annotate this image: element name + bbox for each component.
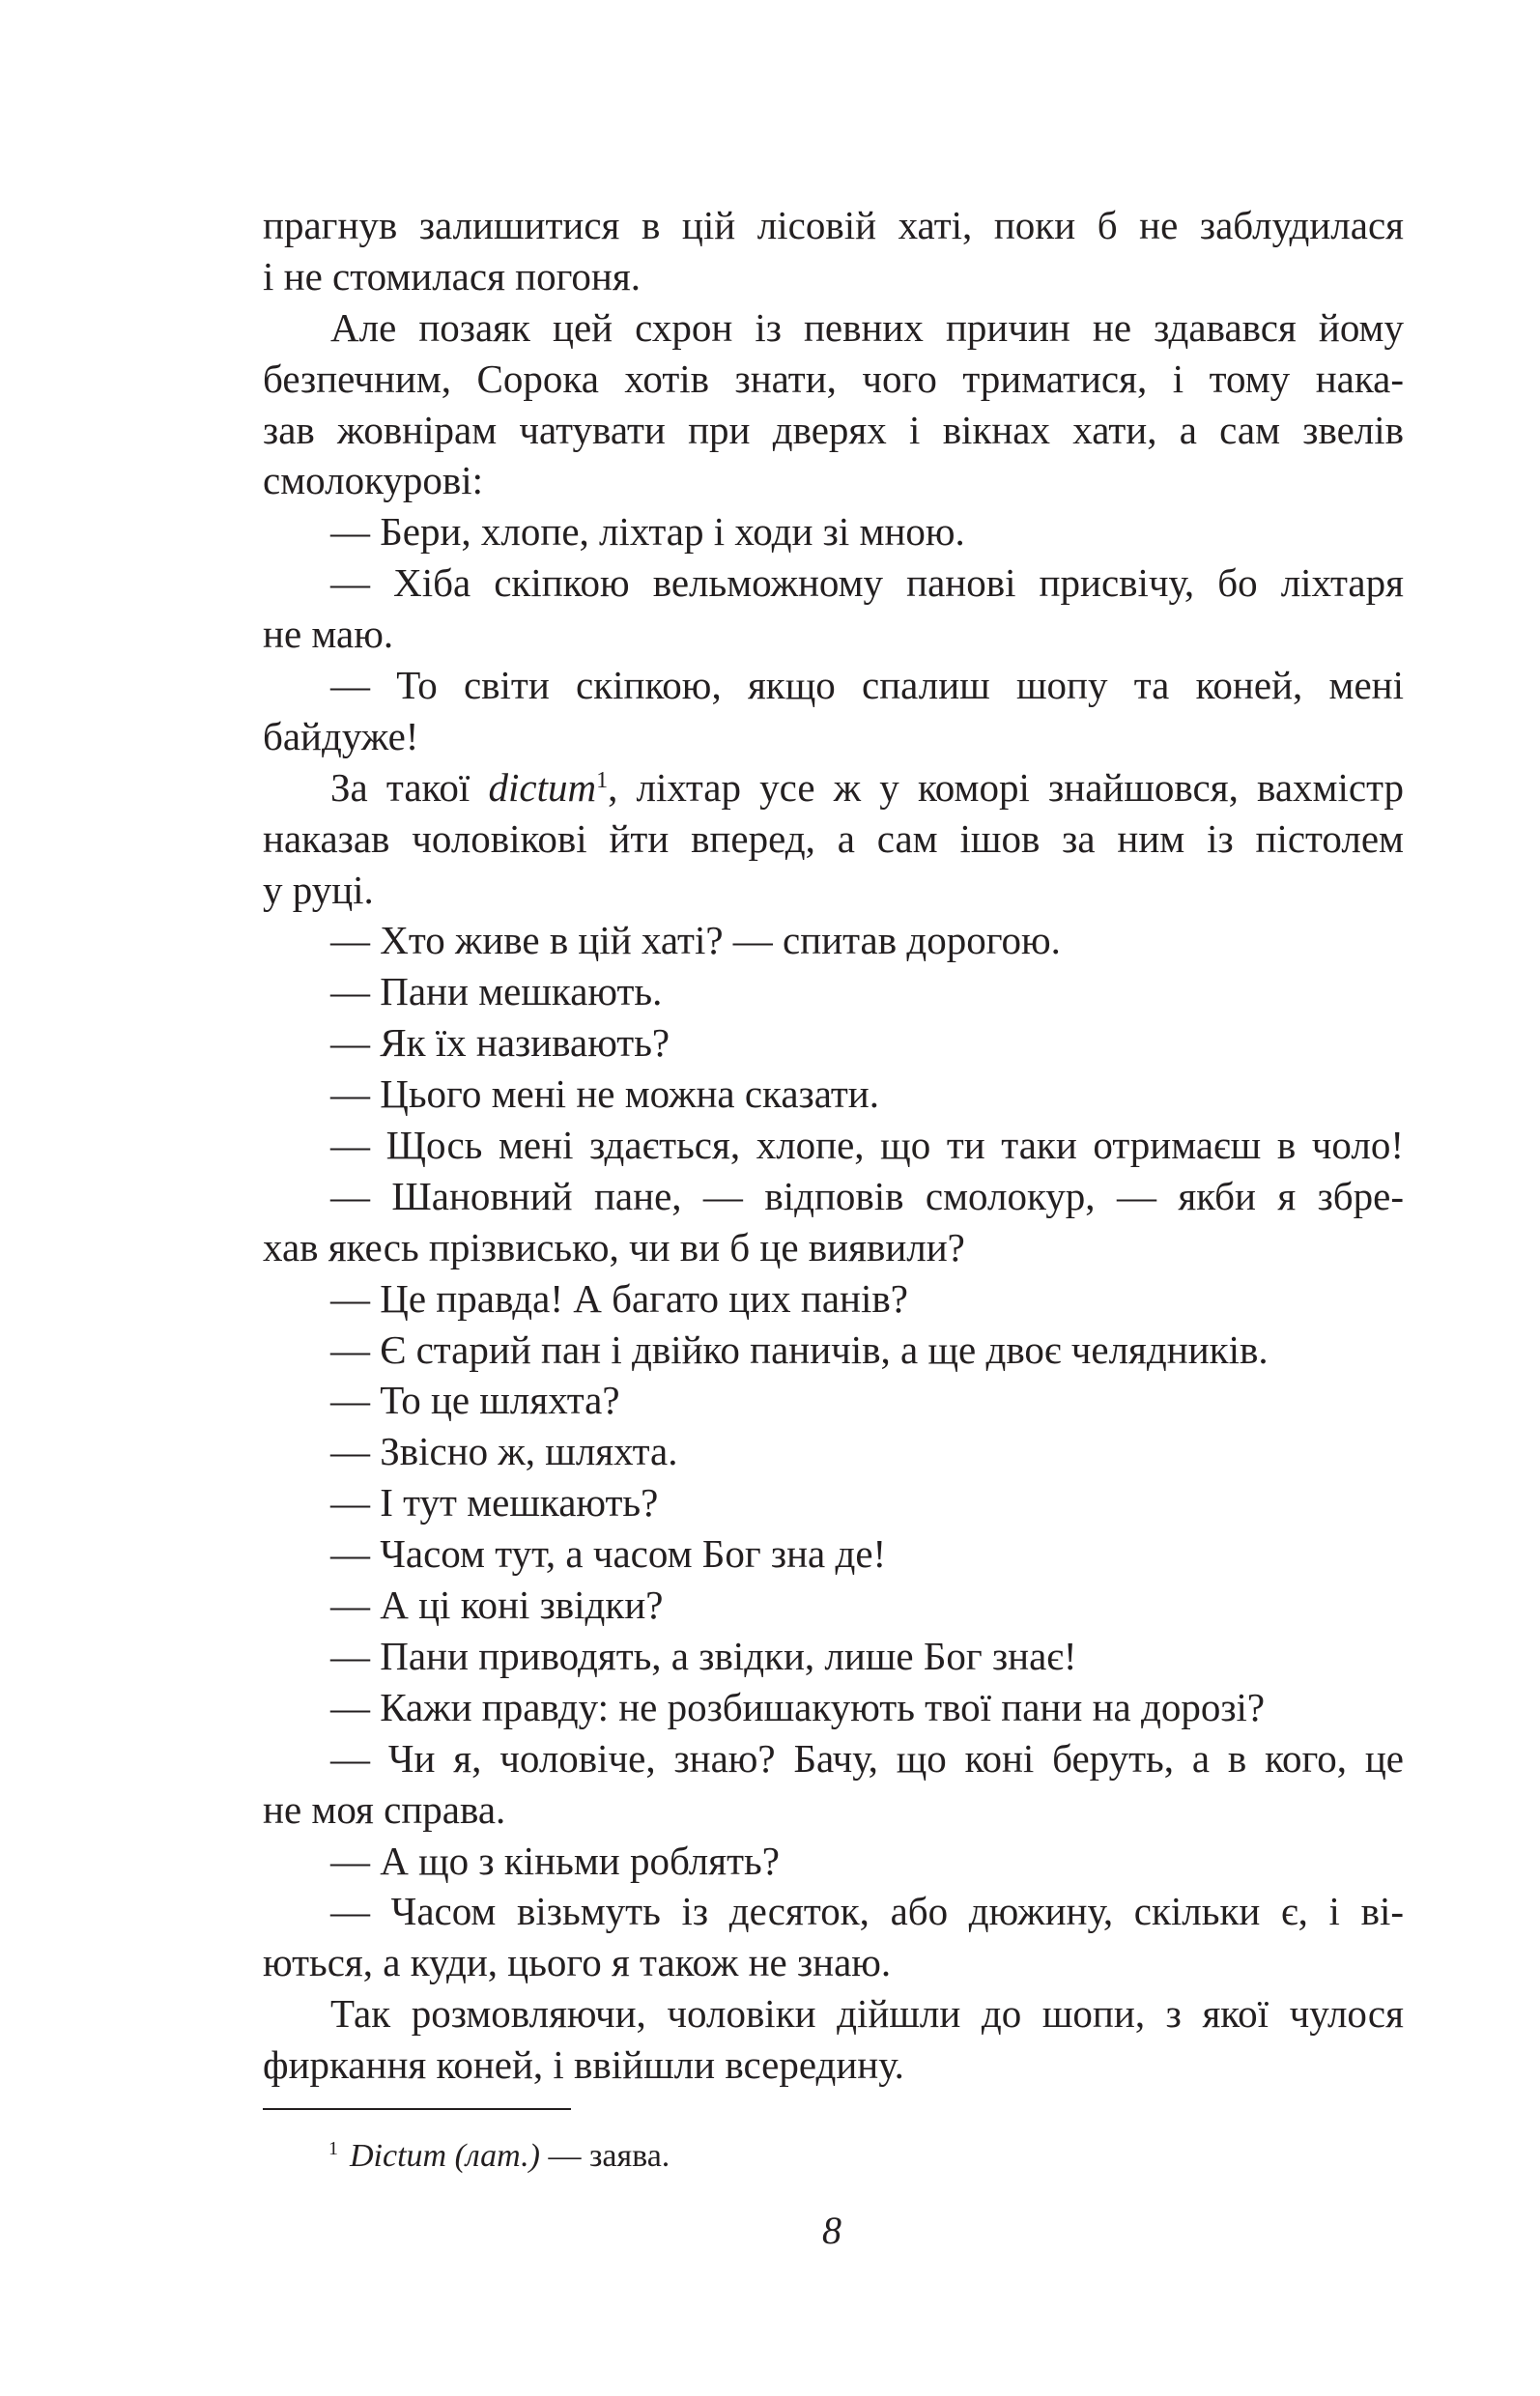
text-line: — Кажи правду: не розбишакують твої пани на дорозі?	[330, 1684, 1266, 1729]
footnote-text: — заява.	[539, 2138, 670, 2174]
text-line: байдуже!	[263, 713, 419, 758]
text-line: — І тут мешкають?	[330, 1480, 659, 1526]
text-line: у руці.	[263, 867, 374, 912]
italic-term: dictum	[488, 764, 597, 810]
footnote-term: Dictum	[350, 2138, 447, 2174]
text-line: наказав чоловікові йти вперед, а сам ішов за ним із пістолем	[263, 815, 1404, 861]
text-line: фиркання коней, і ввійшли всередину.	[263, 2042, 904, 2088]
footnote-number: 1	[328, 2138, 338, 2159]
text-line: смолокурові:	[263, 458, 484, 503]
text-line: зав жовнірам чатувати при дверях і вікнах хати, а сам звелів	[263, 407, 1404, 452]
text-line: — Хто живе в цій хаті? — спитав дорогою.	[330, 918, 1061, 963]
footnote-ref[interactable]: 1	[596, 767, 609, 793]
text-line: — Часом візьмуть із десяток, або дюжину, скільки є, і ві-	[330, 1889, 1404, 1934]
text-line: — Шановний пане, — відповів смолокур, — якби я збре-	[330, 1173, 1404, 1218]
page-number: 8	[822, 2209, 841, 2252]
text-line: не моя справа.	[263, 1786, 506, 1832]
text-line: Але позаяк цей схрон із певних причин не здавався йому	[330, 304, 1404, 350]
text-line: — Щось мені здається, хлопе, що ти таки отримаєш в чоло!	[330, 1123, 1404, 1168]
text-line: — А ці коні звідки?	[330, 1583, 664, 1628]
text-run: За такої	[330, 764, 489, 810]
body-text	[263, 200, 1404, 2091]
text-line: — Цього мені не можна сказати.	[330, 1071, 879, 1117]
footnote-lang: (лат.)	[454, 2138, 540, 2174]
text-line: — Як їх називають?	[330, 1020, 670, 1066]
text-line: — Хіба скіпкою вельможному панові присвічу, бо ліхтаря	[330, 560, 1404, 606]
text-line: безпечним, Сорока хотів знати, чого триматися, і тому нака-	[263, 356, 1404, 401]
text-line: — Чи я, чоловіче, знаю? Бачу, що коні беруть, а в кого, це	[330, 1735, 1404, 1781]
text-line: — Часом тут, а часом Бог зна де!	[330, 1531, 887, 1577]
text-line: — Бери, хлопе, ліхтар і ходи зі мною.	[330, 509, 965, 555]
text-line: Так розмовляючи, чоловіки дійшли до шопи, з якої чулося	[330, 1991, 1404, 2037]
text-line: — То світи скіпкою, якщо спалиш шопу та коней, мені	[330, 663, 1404, 708]
text-line: — А що з кіньми роблять?	[330, 1838, 780, 1883]
text-line: — Це правда! А багато цих панів?	[330, 1275, 908, 1321]
text-line: — Є старий пан і двійко паничів, а ще двоє челядників.	[330, 1326, 1269, 1372]
text-line: — Пани мешкають.	[330, 969, 663, 1014]
text-line: не маю.	[263, 612, 394, 657]
text-line: хав якесь прізвисько, чи ви б це виявили?	[263, 1224, 965, 1269]
text-run: , ліхтар усе ж у коморі знайшовся, вахмістр	[608, 764, 1404, 810]
text-line	[263, 762, 1404, 813]
footnote	[328, 2135, 670, 2178]
text-line: — Пани приводять, а звідки, лише Бог знає!	[330, 1633, 1077, 1678]
text-line: — То це шляхта?	[330, 1378, 620, 1423]
text-line: — Звісно ж, шляхта.	[330, 1429, 678, 1474]
text-line: і не стомилася погоня.	[263, 253, 641, 299]
text-line: ються, а куди, цього я також не знаю.	[263, 1940, 892, 1985]
footnote-divider	[263, 2108, 571, 2110]
text-line: прагнув залишитися в цій лісовій хаті, поки б не заблудилася	[263, 203, 1404, 247]
